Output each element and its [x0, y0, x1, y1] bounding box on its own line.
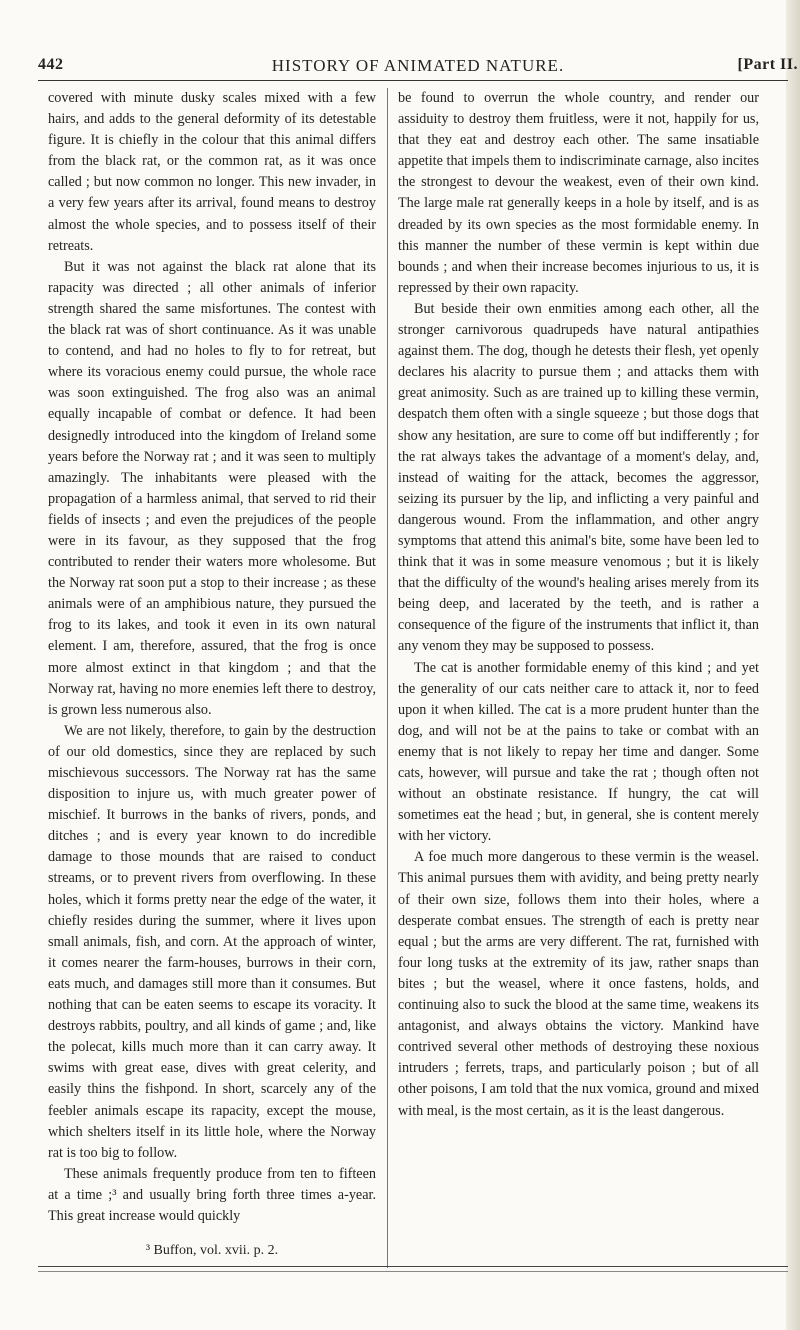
left-column [48, 88, 376, 1227]
paragraph: But it was not against the black rat alone that its rapacity was directed ; all other animals of inferior strength shared the same misfortunes. The contest with the black rat was of short continuance. As it was unable to contend, and had no holes to fly to for retreat, but where its voracious enemy could pursue, the whole race was soon extinguished. The frog also was an animal equally incapable of combat or defence. It had been designedly introduced into the kingdom of Ireland some years before the Norway rat ; and it was seen to multiply amazingly. The inhabitants were pleased with the propagation of a harmless animal, that served to rid their fields of insects ; and even the prejudices of the people were in its favour, as they supposed that the frog contributed to render their waters more wholesome. But the Norway rat soon put a stop to their increase ; as these animals were of an amphibious nature, they pursued the frog to its lakes, and took it even in its own natural element. I am, therefore, assured, that the frog is once more almost extinct in that kingdom ; and that the Norway rat, having no more enemies left there to destroy, is grown less numerous also. [48, 258, 376, 718]
header-rule [38, 80, 788, 81]
part-label: [Part II. [737, 56, 798, 73]
running-title: HISTORY OF ANIMATED NATURE. [271, 56, 565, 75]
page-header [38, 52, 798, 82]
page-number: 442 [38, 56, 64, 73]
column-divider [387, 88, 388, 1268]
page-edge-shadow [786, 0, 800, 1330]
paragraph: covered with minute dusky scales mixed with a few hairs, and adds to the general deformity of its detestable figure. It is chiefly in the colour that this animal differs from the black rat, or the common rat, as it was once called ; but now common no longer. This new invader, in a very few years after its arrival, found means to destroy almost the whole species, and to possess itself of their retreats. [48, 90, 376, 254]
paragraph: A foe much more dangerous to these vermin is the weasel. This animal pursues them with avidity, and being pretty nearly of their own size, follows them into their holes, where a desperate combat ensues. The strength of each is pretty near equal ; but the arms are very different. The rat, furnished with four long tusks at the extremity of its jaw, rather snaps than bites ; but the weasel, where it once fastens, holds, and continuing also to suck the blood at the same time, weakens its antagonist, and always obtains the victory. Mankind have contrived several other methods of destroying these noxious intruders ; ferrets, traps, and particularly poison ; but of all other poisons, I am told that the nux vomica, ground and mixed with meal, is the most certain, as it is the least dangerous. [398, 849, 759, 1119]
paragraph: be found to overrun the whole country, and render our assiduity to destroy them fruitless, were it not, happily for us, that they eat and destroy each other. The same insatiable appetite that impels them to indiscriminate carnage, also incites the strongest to devour the weakest, even of their own kind. The large male rat generally keeps in a hole by itself, and is as dreaded by its own species as the most formidable enemy. In this manner the number of these vermin is kept within due bounds ; and when their increase becomes injurious to us, it is repressed by their own rapacity. [398, 90, 759, 296]
footnote: ³ Buffon, vol. xvii. p. 2. [145, 1243, 279, 1258]
bottom-rule-secondary [38, 1271, 788, 1272]
right-column [398, 88, 759, 1122]
paragraph: But beside their own enmities among each other, all the stronger carnivorous quadrupeds have natural antipathies against them. The dog, though he detests their flesh, yet openly declares his alacrity to pursue them ; and attacks them with great animosity. Such as are trained up to killing these vermin, despatch them often with a single squeeze ; but those dogs that show any hesitation, are sure to come off but indifferently ; for the rat always takes the advantage of a moment's delay, and, instead of waiting for the attack, becomes the aggressor, seizing its pursuer by the lip, and inflicting a very painful and dangerous wound. From the inflammation, and other angry symptoms that attend this animal's bite, some have been led to think that it was in some measure venomous ; but it is likely that the difficulty of the wound's healing arises merely from its being deep, and lacerated by the teeth, and is rather a consequence of the figure of the instruments that inflict it, than any venom they may be supposed to possess. [398, 300, 759, 655]
paragraph: These animals frequently produce from ten to fifteen at a time ;³ and usually bring forth three times a-year. This great increase would quickly [48, 1165, 376, 1224]
paragraph: The cat is another formidable enemy of this kind ; and yet the generality of our cats neither care to attack it, nor to feed upon it when killed. The cat is a more prudent hunter than the dog, and will not be at the pains to take or combat with an enemy that is not likely to repay her time and danger. Some cats, however, will pursue and take the rat ; though often not without an obstinate resistance. If hungry, the cat will sometimes eat the head ; but, in general, she is content merely with her victory. [398, 659, 759, 845]
bottom-rule [38, 1266, 788, 1267]
paragraph: We are not likely, therefore, to gain by the destruction of our old domestics, since they are replaced by such mischievous successors. The Norway rat has the same disposition to injure us, with much greater power of mischief. It burrows in the banks of rivers, ponds, and ditches ; and is every year known to do incredible damage to those mounds that are raised to conduct streams, or to prevent rivers from overflowing. In these holes, which it forms pretty near the edge of the water, it chiefly resides during the summer, where it lives upon small animals, fish, and corn. At the approach of winter, it comes nearer the farm-houses, burrows in their corn, eats much, and damages still more than it consumes. But nothing that can be eaten seems to escape its voracity. It destroys rabbits, poultry, and all kinds of game ; and, like the polecat, kills much more than it can carry away. It swims with great ease, dives with great celerity, and easily thins the fishpond. In short, scarcely any of the feebler animals escape its rapacity, except the mouse, which shelters itself in its little hole, where the Norway rat is too big to follow. [48, 722, 376, 1161]
